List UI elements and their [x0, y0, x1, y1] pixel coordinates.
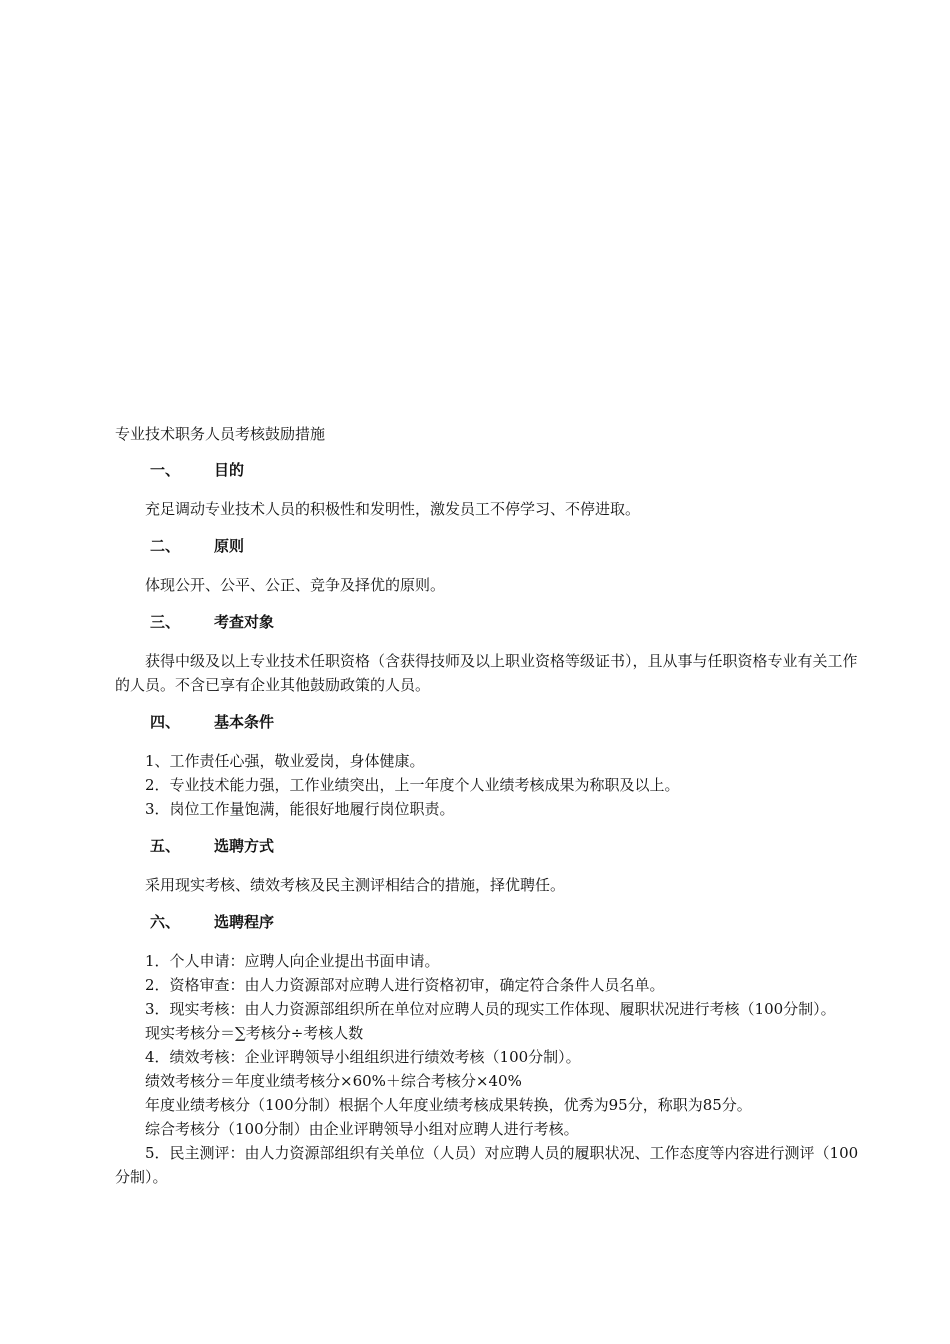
section-number: 六、: [150, 913, 181, 931]
section-number: 一、: [150, 461, 181, 479]
section-title: 选聘程序: [214, 913, 275, 931]
list-item: 2．资格审查：由人力资源部对应聘人进行资格初审，确定符合条件人员名单。: [145, 976, 665, 994]
section-number: 二、: [150, 537, 181, 555]
list-item: 3．岗位工作量饱满，能很好地履行岗位职责。: [145, 800, 455, 818]
list-item: 绩效考核分＝年度业绩考核分×60%＋综合考核分×40%: [145, 1072, 522, 1090]
section-number: 五、: [150, 837, 181, 855]
section-heading-conditions: [115, 711, 860, 733]
section-text-principle: 体现公开、公平、公正、竞争及择优的原则。: [145, 576, 446, 594]
conditions-list: [115, 749, 860, 821]
list-item: 年度业绩考核分（100分制）根据个人年度业绩考核成果转换，优秀为95分，称职为85分。: [145, 1096, 752, 1114]
section-heading-purpose: [115, 459, 860, 481]
section-heading-method: [115, 835, 860, 857]
section-title: 原则: [214, 537, 245, 555]
list-item: 综合考核分（100分制）由企业评聘领导小组对应聘人进行考核。: [145, 1120, 579, 1138]
section-text-targets: 获得中级及以上专业技术任职资格（含获得技师及以上职业资格等级证书），且从事与任职资格专业有关工作的人员。不含已享有企业其他鼓励政策的人员。: [115, 652, 858, 694]
section-title: 考查对象: [214, 613, 275, 631]
document-page: [115, 423, 860, 1189]
list-item: 1、工作责任心强，敬业爱岗，身体健康。: [145, 752, 425, 770]
section-title: 基本条件: [214, 713, 275, 731]
document-title: 专业技术职务人员考核鼓励措施: [115, 425, 326, 443]
list-item: 现实考核分＝∑考核分÷考核人数: [145, 1024, 364, 1042]
procedure-list: [115, 949, 860, 1189]
list-item: 2．专业技术能力强，工作业绩突出，上一年度个人业绩考核成果为称职及以上。: [145, 776, 680, 794]
list-item: 3．现实考核：由人力资源部组织所在单位对应聘人员的现实工作体现、履职状况进行考核（100分制）。: [145, 1000, 836, 1018]
section-title: 选聘方式: [214, 837, 275, 855]
section-number: 三、: [150, 613, 181, 631]
section-heading-procedure: [115, 911, 860, 933]
section-title: 目的: [214, 461, 245, 479]
section-text-purpose: 充足调动专业技术人员的积极性和发明性，激发员工不停学习、不停进取。: [145, 500, 641, 518]
list-item: 5．民主测评：由人力资源部组织有关单位（人员）对应聘人员的履职状况、工作态度等内容进行测评（100分制）。: [115, 1144, 859, 1186]
section-text-method: 采用现实考核、绩效考核及民主测评相结合的措施，择优聘任。: [145, 876, 566, 894]
list-item: 1．个人申请：应聘人向企业提出书面申请。: [145, 952, 440, 970]
section-number: 四、: [150, 713, 181, 731]
section-heading-principle: [115, 535, 860, 557]
list-item: 4．绩效考核：企业评聘领导小组组织进行绩效考核（100分制）。: [145, 1048, 581, 1066]
section-heading-targets: [115, 611, 860, 633]
